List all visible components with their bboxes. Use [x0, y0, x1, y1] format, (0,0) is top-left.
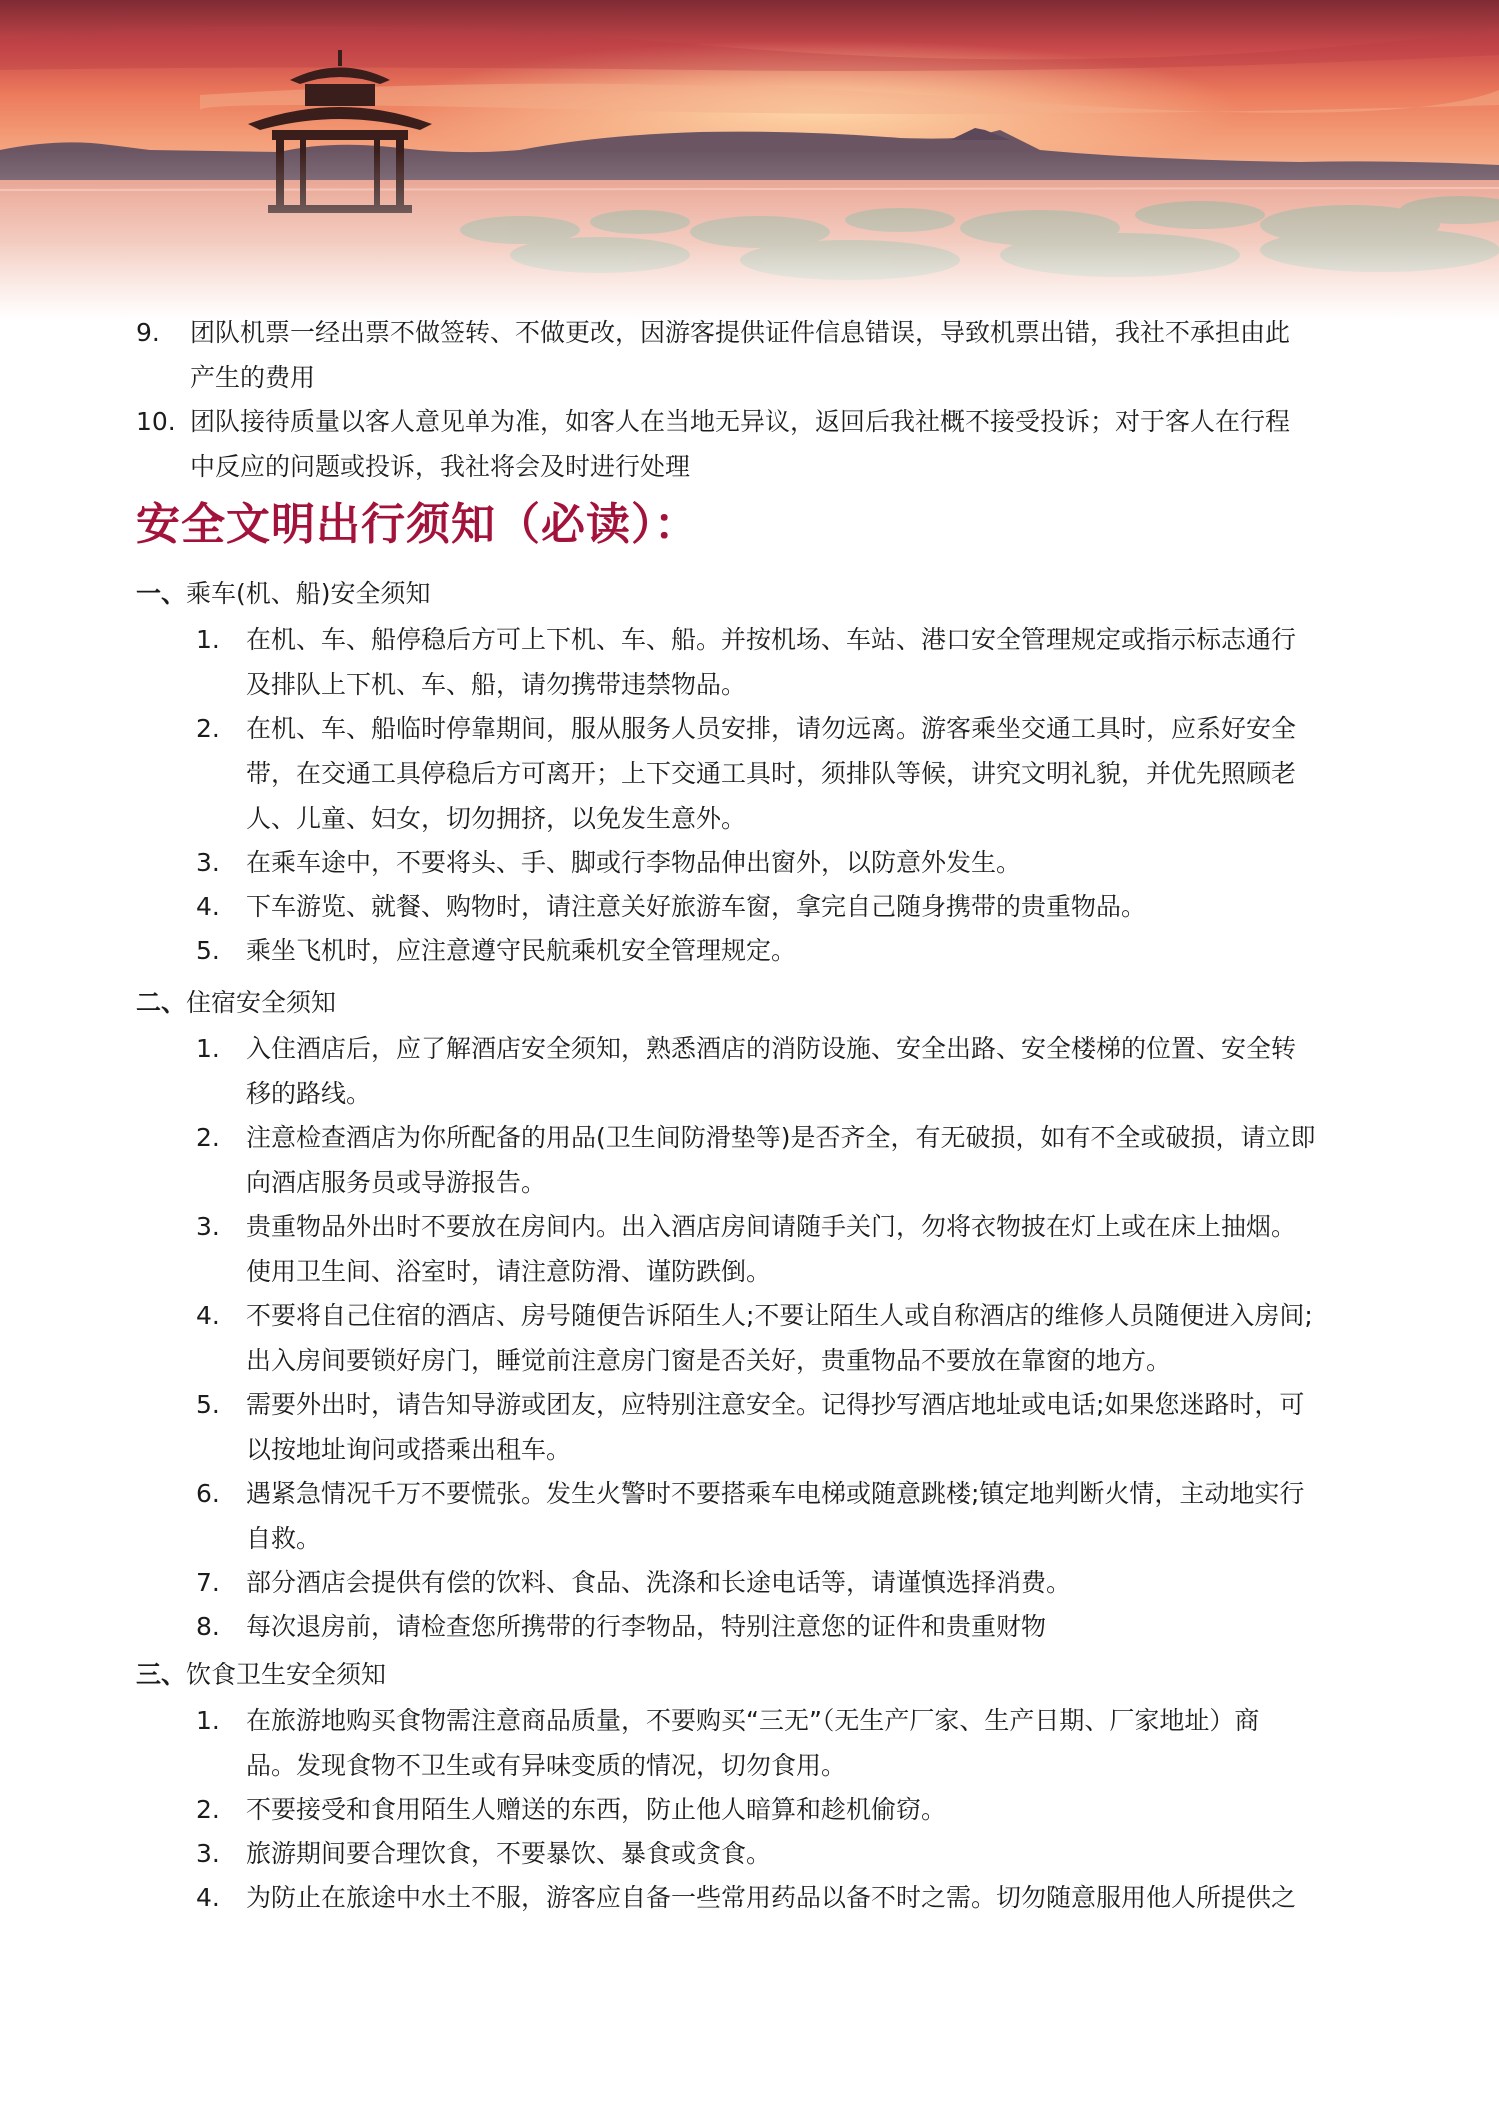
header-banner-image — [0, 0, 1499, 320]
list-item-text: 中反应的问题或投诉，我社将会及时进行处理 — [190, 452, 691, 481]
list-item-text: 人、儿童、妇女，切勿拥挤，以免发生意外。 — [246, 804, 747, 833]
list-item-text: 贵重物品外出时不要放在房间内。出入酒店房间请随手关门，勿将衣物披在灯上或在床上抽烟。 — [246, 1212, 1297, 1241]
list-item-text: 团队接待质量以客人意见单为准，如客人在当地无异议，返回后我社概不接受投诉；对于客人在行程 — [190, 407, 1291, 436]
list-item-text: 入住酒店后，应了解酒店安全须知，熟悉酒店的消防设施、安全出路、安全楼梯的位置、安全转 — [246, 1034, 1297, 1063]
list-item-text: 团队机票一经出票不做签转、不做更改，因游客提供证件信息错误，导致机票出错，我社不承担由此 — [190, 318, 1291, 347]
list-item-number: 5. — [196, 1390, 220, 1419]
list-item-text: 移的路线。 — [246, 1079, 372, 1108]
list-item-text: 不要接受和食用陌生人赠送的东西，防止他人暗算和趁机偷窃。 — [246, 1795, 947, 1824]
list-item-text: 自救。 — [246, 1524, 322, 1553]
list-item-number: 8. — [196, 1612, 220, 1641]
list-item-text: 使用卫生间、浴室时，请注意防滑、谨防跌倒。 — [246, 1257, 772, 1286]
list-item-number: 9. — [136, 318, 160, 347]
subsection-title: 一、乘车(机、船)安全须知 — [136, 579, 431, 608]
subsection-title: 三、饮食卫生安全须知 — [136, 1660, 387, 1689]
list-item-text: 以按地址询问或搭乘出租车。 — [246, 1435, 572, 1464]
list-item-text: 及排队上下机、车、船，请勿携带违禁物品。 — [246, 670, 747, 699]
list-item-text: 每次退房前，请检查您所携带的行李物品，特别注意您的证件和贵重财物 — [246, 1612, 1047, 1641]
list-item-text: 在旅游地购买食物需注意商品质量，不要购买“三无”（无生产厂家、生产日期、厂家地址）商 — [246, 1706, 1260, 1735]
list-item-text: 部分酒店会提供有偿的饮料、食品、洗涤和长途电话等，请谨慎选择消费。 — [246, 1568, 1072, 1597]
list-item-number: 1. — [196, 1706, 220, 1735]
list-item-number: 2. — [196, 714, 220, 743]
list-item-text: 下车游览、就餐、购物时，请注意关好旅游车窗，拿完自己随身携带的贵重物品。 — [246, 892, 1147, 921]
list-item-text: 向酒店服务员或导游报告。 — [246, 1168, 547, 1197]
list-item-number: 4. — [196, 1883, 220, 1912]
list-item-text: 不要将自己住宿的酒店、房号随便告诉陌生人;不要让陌生人或自称酒店的维修人员随便进入房间; — [246, 1301, 1313, 1330]
list-item-text: 为防止在旅途中水土不服，游客应自备一些常用药品以备不时之需。切勿随意服用他人所提供之 — [246, 1883, 1297, 1912]
list-item-number: 2. — [196, 1795, 220, 1824]
list-item-number: 2. — [196, 1123, 220, 1152]
list-item-text: 带，在交通工具停稳后方可离开；上下交通工具时，须排队等候，讲究文明礼貌，并优先照顾老 — [246, 759, 1297, 788]
list-item-text: 注意检查酒店为你所配备的用品(卫生间防滑垫等)是否齐全，有无破损，如有不全或破损，请立即 — [246, 1123, 1316, 1152]
list-item-text: 产生的费用 — [190, 363, 316, 392]
list-item-number: 10. — [136, 407, 176, 436]
subsection-title: 二、住宿安全须知 — [136, 988, 337, 1017]
list-item-text: 品。发现食物不卫生或有异味变质的情况，切勿食用。 — [246, 1751, 847, 1780]
list-item-text: 在乘车途中，不要将头、手、脚或行李物品伸出窗外，以防意外发生。 — [246, 848, 1022, 877]
section-heading: 安全文明出行须知（必读）： — [136, 499, 699, 550]
list-item-number: 4. — [196, 892, 220, 921]
list-item-number: 7. — [196, 1568, 220, 1597]
list-item-text: 旅游期间要合理饮食，不要暴饮、暴食或贪食。 — [246, 1839, 772, 1868]
list-item-text: 需要外出时，请告知导游或团友，应特别注意安全。记得抄写酒店地址或电话;如果您迷路时，可 — [246, 1390, 1305, 1419]
list-item-text: 在机、车、船临时停靠期间，服从服务人员安排，请勿远离。游客乘坐交通工具时，应系好安全 — [246, 714, 1297, 743]
list-item-number: 3. — [196, 848, 220, 877]
list-item-number: 1. — [196, 1034, 220, 1063]
list-item-number: 1. — [196, 625, 220, 654]
list-item-text: 乘坐飞机时，应注意遵守民航乘机安全管理规定。 — [246, 936, 797, 965]
list-item-number: 6. — [196, 1479, 220, 1508]
list-item-number: 4. — [196, 1301, 220, 1330]
list-item-text: 出入房间要锁好房门，睡觉前注意房门窗是否关好，贵重物品不要放在靠窗的地方。 — [246, 1346, 1172, 1375]
list-item-text: 在机、车、船停稳后方可上下机、车、船。并按机场、车站、港口安全管理规定或指示标志通行 — [246, 625, 1297, 654]
list-item-number: 3. — [196, 1839, 220, 1868]
list-item-number: 3. — [196, 1212, 220, 1241]
list-item-number: 5. — [196, 936, 220, 965]
list-item-text: 遇紧急情况千万不要慌张。发生火警时不要搭乘车电梯或随意跳楼;镇定地判断火情，主动地实行 — [246, 1479, 1305, 1508]
